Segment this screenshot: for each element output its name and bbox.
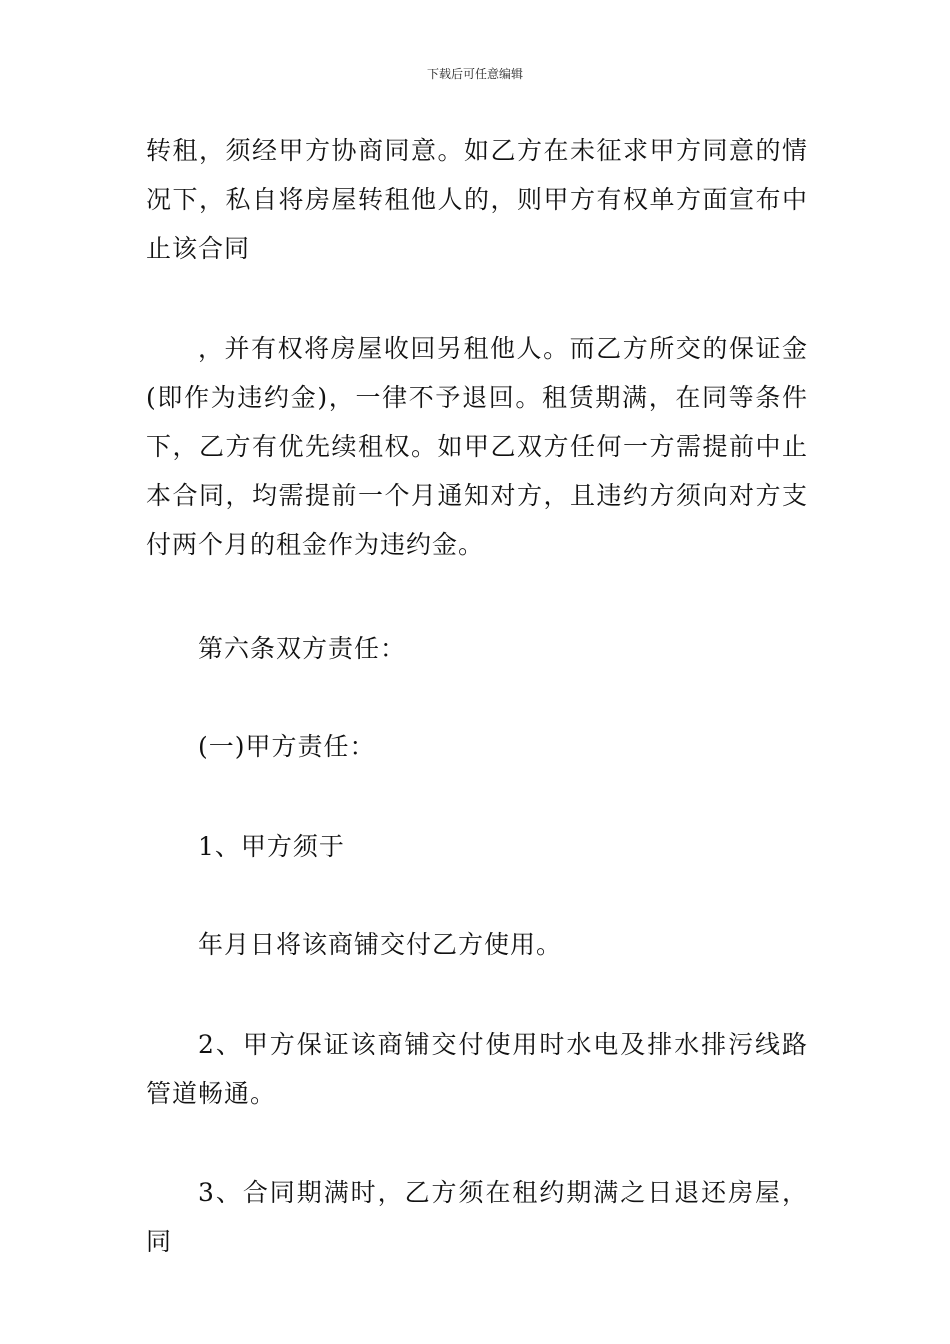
clause-3: 3、合同期满时，乙方须在租约期满之日退还房屋，同 [146, 1178, 808, 1256]
article-six-heading: 第六条双方责任： [198, 634, 407, 663]
paragraph-sublease-terms: 转租，须经甲方协商同意。如乙方在未征求甲方同意的情况下，私自将房屋转租他人的，则甲方有权单方面宣布中止该合同 [146, 136, 808, 263]
clause-1-part-2: 年月日将该商铺交付乙方使用。 [198, 930, 563, 959]
page-header: 下载后可任意编辑 [426, 67, 523, 81]
clause-1-part-1: 1、甲方须于 [198, 832, 345, 861]
clause-2: 2、甲方保证该商铺交付使用时水电及排水排污线路管道畅通。 [146, 1030, 808, 1108]
paragraph-deposit-and-renewal: ，并有权将房屋收回另租他人。而乙方所交的保证金(即作为违约金)，一律不予退回。租赁期满，在同等条件下，乙方有优先续租权。如甲乙双方任何一方需提前中止本合同，均需提前一个月通知对方，且违约方须向对方支付两个月的租金作为违约金。 [146, 334, 808, 559]
party-a-responsibilities-heading: (一)甲方责任： [198, 732, 376, 761]
